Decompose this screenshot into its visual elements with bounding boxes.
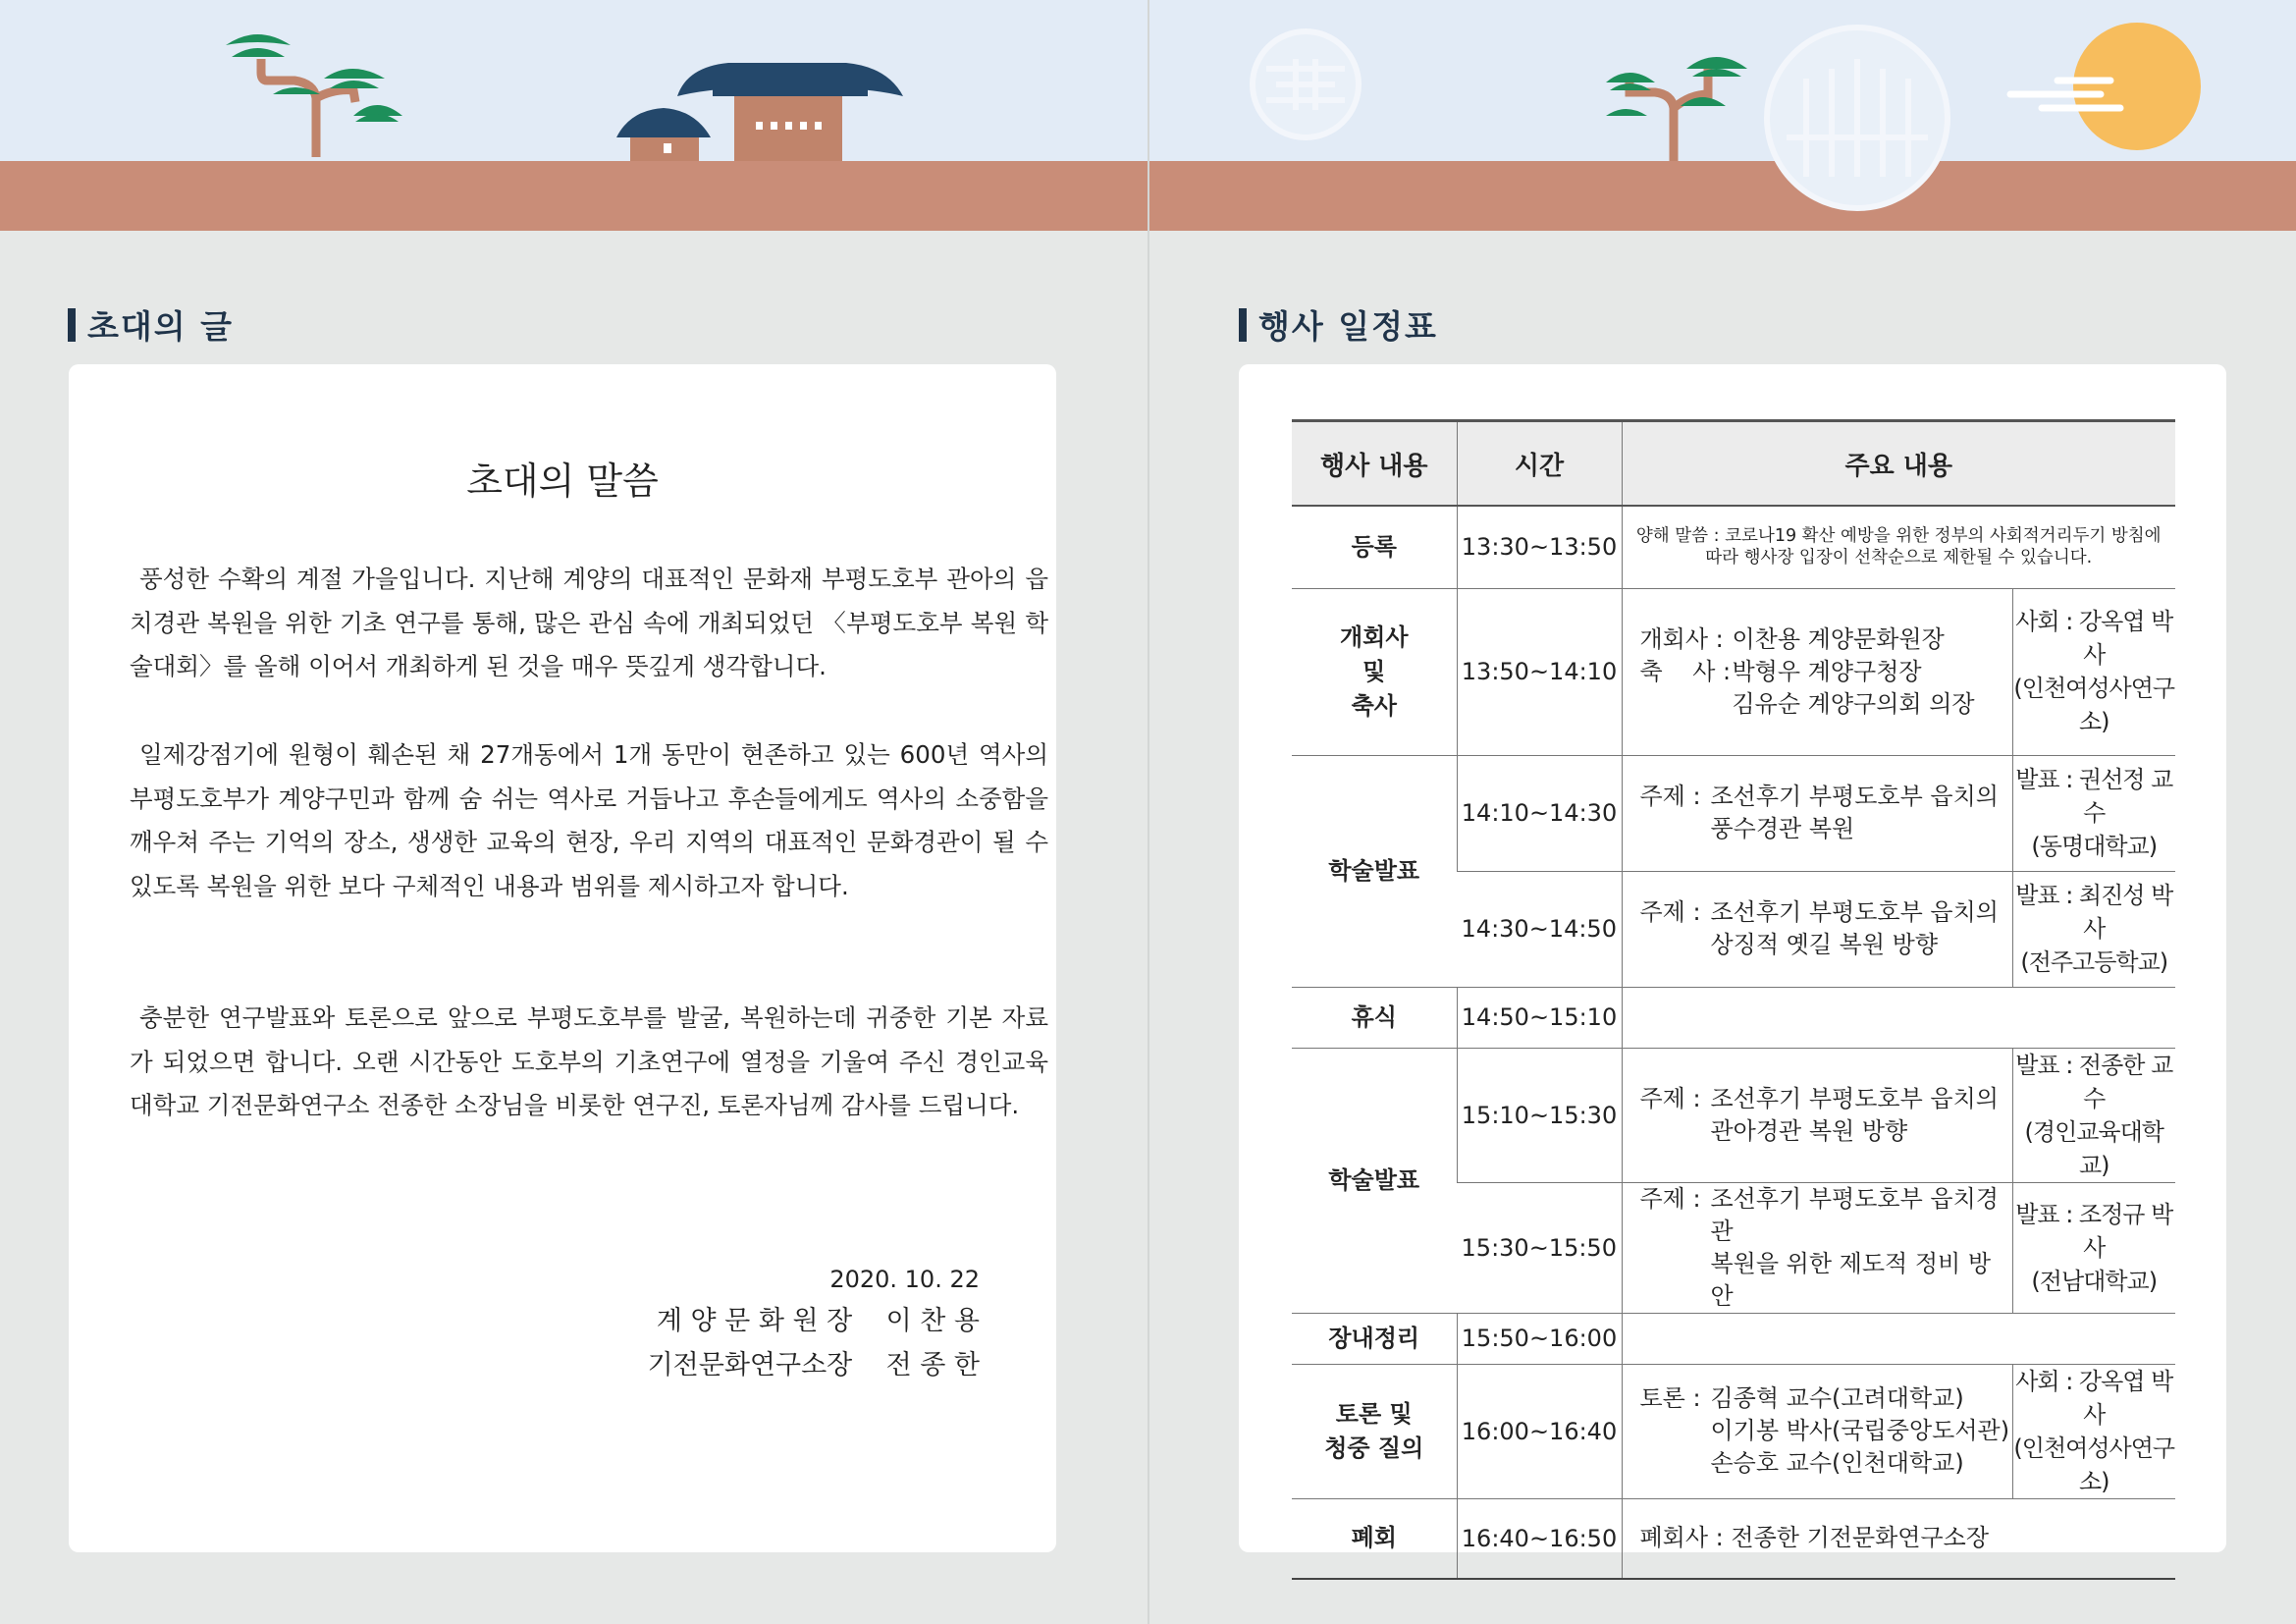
letter-title: 초대의 말씀	[466, 460, 659, 503]
header-event: 행사 내용	[1292, 421, 1457, 507]
event-cell: 장내정리	[1292, 1313, 1457, 1364]
content-cell	[1622, 987, 2175, 1048]
content-label: 주제 :	[1639, 898, 1701, 926]
title-bar-marker	[1239, 308, 1247, 342]
event-line: 청중 질의	[1324, 1434, 1424, 1462]
speaker-cell	[2012, 1182, 2175, 1313]
content-text: 조선후기 부평도호부 읍치의	[1710, 898, 1999, 926]
header-content: 주요 내용	[1622, 421, 2175, 507]
content-text: 이기봉 박사(국립중앙도서관)	[1710, 1417, 2010, 1444]
content-text: 김종혁 교수(고려대학교)	[1710, 1384, 1964, 1412]
signer-name: 이 찬 용	[885, 1306, 980, 1336]
speaker-affiliation: (전남대학교)	[2031, 1267, 2158, 1295]
content-label: 주제 :	[1639, 783, 1701, 810]
content-text: 이찬용 계양문화원장	[1732, 624, 1945, 653]
speaker-role: 발표 : 전종한 교수	[2015, 1051, 2173, 1112]
page-fold	[1148, 0, 1149, 1624]
event-cell: 학술발표	[1292, 1048, 1457, 1313]
signer-1	[648, 1299, 980, 1343]
pine-tree-right	[1606, 57, 1747, 161]
content-text: 조선후기 부평도호부 읍치의	[1710, 783, 1999, 810]
time-cell: 15:10~15:30	[1457, 1048, 1622, 1182]
pattern-circle-left	[1253, 31, 1359, 137]
content-cell	[1622, 1364, 2012, 1498]
content-label: 주제 :	[1639, 1184, 1701, 1213]
schedule-card	[1239, 364, 2226, 1552]
table-row-break	[1292, 987, 2175, 1048]
speaker-role: 발표 : 최진성 박사	[2015, 882, 2173, 943]
header-time: 시간	[1457, 421, 1622, 507]
content-text: 조선후기 부평도호부 읍치경관	[1710, 1184, 1999, 1245]
table-header-row	[1292, 421, 2175, 507]
letter-paragraph-1	[130, 558, 1048, 689]
time-cell: 14:50~15:10	[1457, 987, 1622, 1048]
time-cell: 16:00~16:40	[1457, 1364, 1622, 1498]
pattern-circle-right	[1767, 27, 1948, 208]
signer-2	[648, 1343, 980, 1387]
letter-paragraph-2	[130, 733, 1048, 909]
letter-date: 2020. 10. 22	[829, 1266, 980, 1293]
event-line: 축사	[1351, 691, 1397, 720]
content-cell	[1622, 1182, 2012, 1313]
table-row-cleanup	[1292, 1313, 2175, 1364]
pine-tree-left	[226, 34, 402, 157]
speaker-role: 발표 : 조정규 박사	[2015, 1200, 2173, 1262]
invitation-card	[69, 364, 1056, 1552]
table-row-register	[1292, 506, 2175, 588]
content-text: 상징적 옛길 복원 방향	[1710, 931, 1939, 958]
event-cell: 등록	[1292, 506, 1457, 588]
event-line: 토론 및	[1335, 1399, 1413, 1428]
speaker-role: 사회 : 강옥엽 박사	[2015, 608, 2173, 669]
speaker-affiliation: (경인교육대학교)	[2024, 1117, 2163, 1179]
event-line: 및	[1362, 657, 1386, 685]
table-row-session1-a	[1292, 755, 2175, 871]
content-text: 관아경관 복원 방향	[1710, 1116, 1908, 1145]
sun-decoration	[2010, 23, 2201, 150]
content-text: 박형우 계양구청장	[1732, 657, 1922, 685]
content-text: 조선후기 부평도호부 읍치의	[1710, 1084, 1999, 1112]
content-text: 복원을 위한 제도적 정비 방안	[1710, 1249, 1992, 1310]
table-row-discussion	[1292, 1364, 2175, 1498]
speaker-cell	[2012, 588, 2175, 755]
paragraph-text: 충분한 연구발표와 토론으로 앞으로 부평도호부를 발굴, 복원하는데 귀중한 기본 자료가 되었으면 합니다. 오랜 시간동안 도호부의 기초연구에 열정을 기울여 주신 경인교육대학교 기전문화연구소 전종한 소장님을 비롯한 연구진, 토론자님께 감사를 드립니다.	[130, 1003, 1048, 1120]
content-label: 토론 :	[1639, 1384, 1701, 1412]
table-row-session2-a	[1292, 1048, 2175, 1182]
table-row-opening	[1292, 588, 2175, 755]
hanok-building	[616, 63, 903, 161]
signature-block	[648, 1266, 980, 1387]
schedule-table	[1292, 419, 2175, 1580]
section-title-text: 초대의 글	[87, 307, 235, 346]
content-cell: 폐회사 : 전종한 기전문화연구소장	[1622, 1498, 2175, 1579]
content-cell	[1622, 588, 2012, 755]
signer-title: 계 양 문 화 원 장	[656, 1306, 853, 1336]
signer-title: 기전문화연구소장	[647, 1350, 853, 1380]
speaker-cell	[2012, 1364, 2175, 1498]
letter-paragraph-3	[130, 997, 1048, 1128]
section-title-invitation	[68, 301, 234, 348]
content-label: 주제 :	[1639, 1084, 1701, 1112]
content-cell	[1622, 755, 2012, 871]
paragraph-text: 일제강점기에 원형이 훼손된 채 27개동에서 1개 동만이 현존하고 있는 600년 역사의 부평도호부가 계양구민과 함께 숨 쉬는 역사로 거듭나고 후손들에게도 역사의 소중함을 깨우쳐 주는 기억의 장소, 생생한 교육의 현장, 우리 지역의 대표적인 문화경관이 될 수 있도록 복원을 위한 보다 구체적인 내용과 범위를 제시하고자 합니다.	[130, 740, 1048, 901]
table-row-closing	[1292, 1498, 2175, 1579]
time-cell: 15:30~15:50	[1457, 1182, 1622, 1313]
event-cell: 폐회	[1292, 1498, 1457, 1579]
content-cell	[1622, 871, 2012, 987]
event-cell: 학술발표	[1292, 755, 1457, 987]
speaker-affiliation: (인천여성사연구소)	[2013, 675, 2175, 735]
speaker-cell	[2012, 871, 2175, 987]
signer-name: 전 종 한	[885, 1350, 980, 1380]
speaker-affiliation: (동명대학교)	[2031, 833, 2158, 860]
time-cell: 14:30~14:50	[1457, 871, 1622, 987]
paragraph-text: 풍성한 수확의 계절 가을입니다. 지난해 계양의 대표적인 문화재 부평도호부 관아의 읍치경관 복원을 위한 기초 연구를 통해, 많은 관심 속에 개최되었던 〈부평도호부 복원 학술대회〉를 올해 이어서 개최하게 된 것을 매우 뜻깊게 생각합니다.	[130, 565, 1048, 681]
section-title-text: 행사 일정표	[1258, 307, 1438, 346]
time-cell: 13:50~14:10	[1457, 588, 1622, 755]
time-cell: 16:40~16:50	[1457, 1498, 1622, 1579]
title-bar-marker	[68, 308, 76, 342]
event-cell	[1292, 588, 1457, 755]
content-label: 개회사 :	[1639, 624, 1724, 653]
content-cell	[1622, 1313, 2175, 1364]
speaker-affiliation: (전주고등학교)	[2020, 948, 2168, 976]
event-line: 개회사	[1339, 623, 1409, 651]
speaker-role: 발표 : 권선정 교수	[2015, 766, 2173, 827]
content-text: 풍수경관 복원	[1710, 815, 1855, 842]
content-text: 김유순 계양구의회 의장	[1732, 689, 1975, 718]
speaker-cell	[2012, 755, 2175, 871]
notice-cell: 양해 말씀 : 코로나19 확산 예방을 위한 정부의 사회적거리두기 방침에 따라 행사장 입장이 선착순으로 제한될 수 있습니다.	[1622, 506, 2175, 588]
speaker-cell	[2012, 1048, 2175, 1182]
event-cell	[1292, 1364, 1457, 1498]
event-cell: 휴식	[1292, 987, 1457, 1048]
content-text: 손승호 교수(인천대학교)	[1710, 1449, 1964, 1477]
speaker-role: 사회 : 강옥엽 박사	[2015, 1367, 2173, 1429]
section-title-schedule	[1239, 301, 1438, 348]
speaker-affiliation: (인천여성사연구소)	[2013, 1434, 2175, 1495]
content-cell	[1622, 1048, 2012, 1182]
time-cell: 14:10~14:30	[1457, 755, 1622, 871]
time-cell: 15:50~16:00	[1457, 1313, 1622, 1364]
time-cell: 13:30~13:50	[1457, 506, 1622, 588]
content-label: 축 사 :	[1639, 657, 1732, 685]
